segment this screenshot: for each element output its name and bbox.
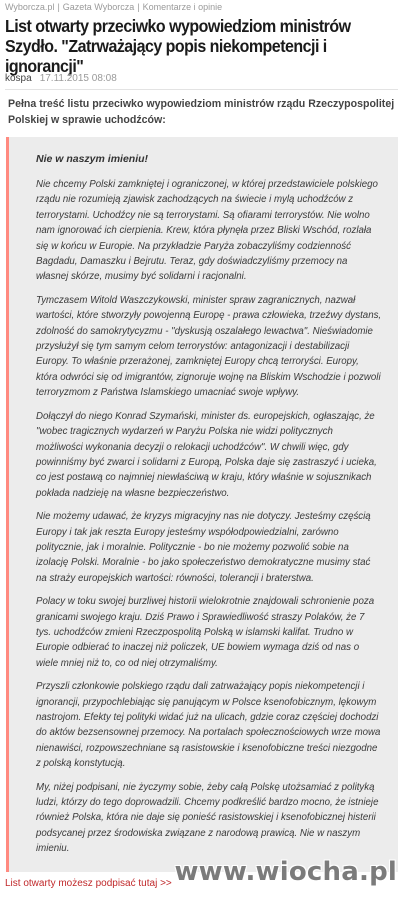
article-title: List otwarty przeciwko wypowiedziom ministrów Szydło. "Zatrważający popis niekompetencji i ignorancji" bbox=[5, 16, 351, 76]
meta-divider bbox=[5, 89, 398, 90]
breadcrumb-komentarze[interactable]: Komentarze i opinie bbox=[142, 2, 223, 12]
site-watermark: www.wiocha.pl bbox=[174, 857, 397, 887]
breadcrumb-separator: | bbox=[57, 2, 60, 12]
breadcrumb-gazeta-wyborcza[interactable]: Gazeta Wyborcza bbox=[62, 2, 135, 12]
author-name[interactable]: kospa bbox=[5, 73, 32, 84]
letter-paragraph: Dołączył do niego Konrad Szymański, minister ds. europejskich, ogłaszając, że "wobec tragicznych wydarzeń w Paryżu Polska nie widzi politycznych możliwości wykonania decyzji o relokacji uchodźców". W chwili więc, gdy powinniśmy być zwarci i solidarni z Europą, Polska daje się zastraszyć i ucieka, co jest postawą co najmniej niewłaściwą w kraju, który właśnie w sojusznikach pokłada nadzieję na własne bezpieczeństwo. bbox=[36, 410, 377, 499]
letter-body bbox=[36, 177, 382, 857]
breadcrumb-separator: | bbox=[137, 2, 140, 12]
sign-letter-link[interactable]: List otwarty możesz podpisać tutaj >> bbox=[5, 878, 172, 889]
article-meta bbox=[5, 73, 117, 84]
letter-paragraph: Przyszli członkowie polskiego rządu dali zatrważający popis niekompetencji i ignorancji, przypochlebiając się panującym w Polsce ksenofobicznym, lękowym nastrojom. Efekty tej polityki widać już na ulicach, gdzie coraz częściej dochodzi do aktów bezsensownej przemocy. Na portalach społecznościowych wrze mowa nienawiści, rozpowszechniane są rasistowskie i ksenofobiczne treści niezgodne z polską konstytucją. bbox=[36, 681, 381, 770]
letter-heading: Nie w naszym imieniu! bbox=[36, 153, 149, 165]
letter-paragraph: My, niżej podpisani, nie życzymy sobie, żeby całą Polskę utożsamiać z polityką ludzi, którzy do tego doprowadzili. Chcemy podkreślić bardzo mocno, że istnieje również Polska, która nie daje się ponieść rasistowskiej i ksenofobicznej histerii podsycanej przez środowiska związane z narodową prawicą. Nie w naszym imieniu. bbox=[36, 781, 379, 855]
letter-paragraph: Nie możemy udawać, że kryzys migracyjny nas nie dotyczy. Jesteśmy częścią Europy i tak jak reszta Europy jesteśmy współodpowiedzialni, zarówno politycznie, jak i moralnie. Politycznie - bo nie możemy pozwolić sobie na izolację Polski. Moralnie - bo jako społeczeństwo demokratyczne musimy stać na straży europejskich wartości: równości, tolerancji i braterstwa. bbox=[36, 511, 371, 584]
letter-paragraph: Polacy w toku swojej burzliwej historii wielokrotnie znajdowali schronienie poza granicami swojego kraju. Dziś Prawo i Sprawiedliwość straszy Polaków, że 7 tys. uchodźców zmieni Rzeczpospolitą Polską w islamski kalifat. Trudno w Europie odbierać to inaczej niż policzek, UE bowiem wymaga dziś od nas o wiele mniej niż to, co od niej otrzymaliśmy. bbox=[36, 596, 375, 669]
breadcrumb bbox=[5, 2, 222, 12]
article-lead: Pełna treść listu przeciwko wypowiedziom ministrów rządu Rzeczypospolitej Polskiej w sprawie uchodźców: bbox=[8, 98, 395, 126]
article-date: 17.11.2015 08:08 bbox=[39, 73, 117, 84]
letter-paragraph: Nie chcemy Polski zamkniętej i ograniczonej, w której przedstawiciele polskiego rządu nie rozumieją zjawisk zachodzących na świecie i mylą uchodźców z terrorystami. Uchodźcy nie są terrorystami. Są ofiarami terrorystów. Nie wolno nam ignorować ich cierpienia. Krew, która płynęła przez Bliski Wschód, rozlała się w końcu w Europie. Na przykładzie Paryża zobaczyliśmy codzienność Bagdadu, Damaszku i Bejrutu. Teraz, gdy doświadczyliśmy przemocy na własnej skórze, musimy być solidarni i racjonalni. bbox=[36, 179, 378, 283]
breadcrumb-wyborcza[interactable]: Wyborcza.pl bbox=[5, 2, 55, 12]
letter-paragraph: Tymczasem Witold Waszczykowski, minister spraw zagranicznych, nazwał wartości, które stworzyły powojenną Europę - prawa człowieka, trzeźwy dystans, zdolność do samokrytycyzmu - "dyskusją oszalałego lewactwa". Nieświadomie przysłużył się tym samym celom terrorystów: antagonizacji i destabilizacji Europy. To właśnie przerażonej, zamkniętej Europy chcą terroryści. Europy, która odwróci się od imigrantów, zignoruje wojnę na Bliskim Wschodzie i pozwoli terroryzmom z Państwa Islamskiego umacniać swoje wpływy. bbox=[36, 294, 382, 399]
